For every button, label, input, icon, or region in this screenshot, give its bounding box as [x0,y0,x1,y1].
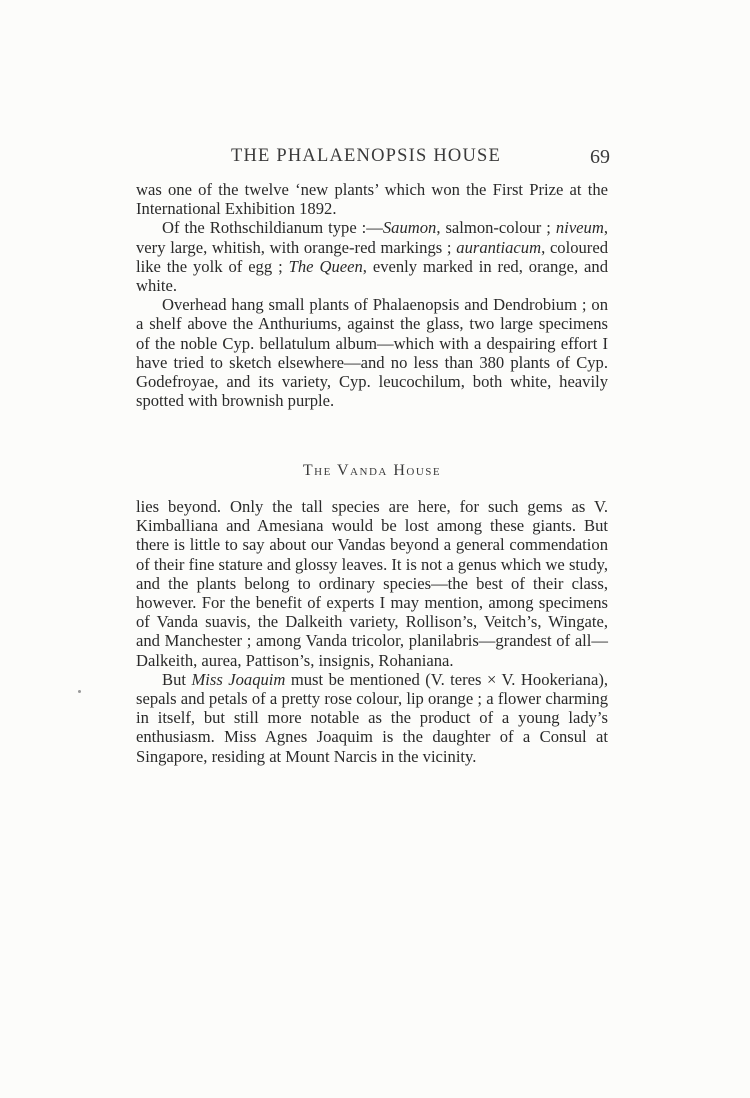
italic-name: Miss Joaquim [191,669,286,689]
section-vanda-text [136,497,608,766]
section-phalaenopsis-text [136,180,608,410]
text-run: But [162,669,192,689]
text-run: Of the Rothschildianum type :— [162,218,383,238]
text-run: , salmon-colour ; [436,218,556,238]
text-run: must be mentioned (V. teres × V. Hookeriana), sepals and petals of a pretty rose colour, lip orange ; a flower charming in itself, but still more notable as the product of a young lady’s enthusiasm. Miss Agnes Joaquim is the daughter of a Consul at Singapore, residing at Mount Narcis in the vicinity. [136,669,608,766]
running-title: THE PHALAENOPSIS HOUSE [231,146,501,166]
italic-name: Saumon [382,218,437,238]
paragraph-lies-beyond: lies beyond. Only the tall species are here, for such gems as V. Kimballiana and Amesiana would be lost among these giants. But there is little to say about our Vandas beyond a general commendation of their fine stature and glossy leaves. It is not a genus which we study, and the plants belong to ordinary species—the best of their class, however. For the benefit of experts I may mention, among specimens of Vanda suavis, the Dalkeith variety, Rollison’s, Veitch’s, Wingate, and Manchester ; among Vanda tricolor, planilabris—grandest of all—Dalkeith, aurea, Pattison’s, insignis, Rohaniana. [136,497,608,670]
italic-name: niveum [555,218,604,238]
text-run: , evenly marked in red, orange, and white. [136,256,608,296]
paragraph-rothschildianum [136,218,608,295]
text-run: , very large, whitish, with orange-red markings ; [136,218,608,257]
section-heading-vanda-house: The Vanda House [302,462,442,479]
paragraph-continuation: was one of the twelve ‘new plants’ which won the First Prize at the International Exhibition 1892. [136,180,608,219]
page-number: 69 [590,146,610,168]
margin-speck [78,690,81,693]
italic-name: The Queen [288,256,363,276]
text-run: , coloured like the yolk of egg ; [136,237,608,276]
italic-name: aurantiacum [456,237,542,257]
paragraph-miss-joaquim [136,670,608,766]
running-head [135,140,610,174]
paragraph-overhead: Overhead hang small plants of Phalaenopsis and Dendrobium ; on a shelf above the Anthuriums, against the glass, two large specimens of the noble Cyp. bellatulum album—which with a despairing effort I have tried to sketch elsewhere—and no less than 380 plants of Cyp. Godefroyae, and its variety, Cyp. leucochilum, both white, heavily spotted with brownish purple. [136,295,608,411]
